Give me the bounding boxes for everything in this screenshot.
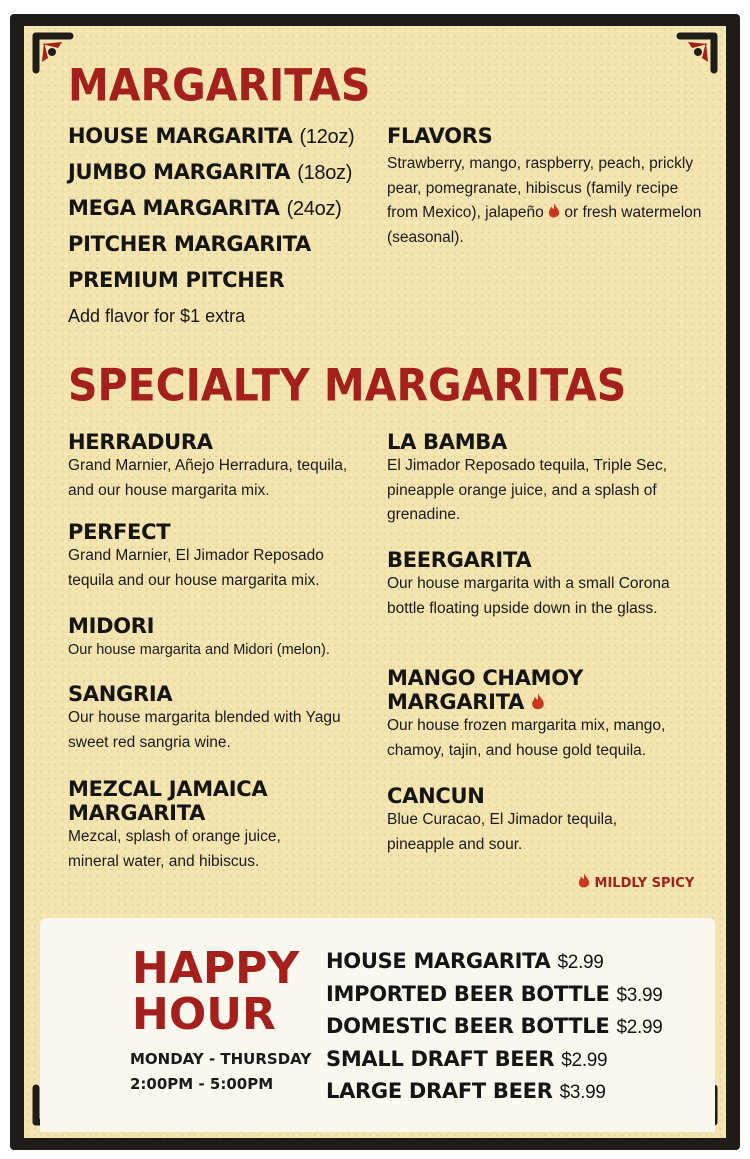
size-item: PREMIUM PITCHER (68, 268, 285, 292)
item-description: Our house frozen margarita mix, mango, chamoy, tajin, and house gold tequila. (387, 717, 666, 759)
item-name: CANCUN (387, 784, 485, 808)
flame-icon (548, 203, 560, 219)
menu-item (68, 520, 373, 614)
menu-item (68, 614, 373, 682)
corner-ornament-icon (674, 30, 720, 76)
happy-hour-item: LARGE DRAFT BEER $3.99 (326, 1079, 606, 1103)
flavors-text: Strawberry, mango, raspberry, peach, prickly pear, pomegranate, hibiscus (family recipe from Mexico), jalapeño or fresh watermelon (seasonal). (387, 155, 702, 246)
item-name: LA BAMBA (387, 430, 507, 454)
specialty-left-column (68, 430, 373, 874)
flame-icon (531, 693, 545, 711)
item-description: Our house margarita and Midori (melon). (68, 642, 330, 659)
size-item: HOUSE MARGARITA (12oz) (68, 124, 355, 148)
item-description: Mezcal, splash of orange juice, mineral water, and hibiscus. (68, 828, 281, 870)
menu-item (387, 430, 697, 548)
menu-item (68, 777, 373, 874)
item-name: BEERGARITA (387, 548, 532, 572)
flavors-block (387, 124, 707, 250)
item-description: Our house margarita blended with Yagu sweet red sangria wine. (68, 709, 341, 751)
happy-hour-item: DOMESTIC BEER BOTTLE $2.99 (326, 1014, 663, 1038)
size-item: JUMBO MARGARITA (18oz) (68, 160, 353, 184)
menu-item (68, 682, 373, 777)
flame-icon (578, 873, 590, 889)
margarita-sizes (68, 124, 388, 327)
item-name: HERRADURA (68, 430, 213, 454)
happy-hour-item: IMPORTED BEER BOTTLE $3.99 (326, 981, 663, 1006)
happy-hour-schedule: MONDAY - THURSDAY 2:00PM - 5:00PM (130, 1050, 312, 1093)
item-description: Blue Curacao, El Jimador tequila, pineapple and sour. (387, 811, 618, 853)
happy-hour-list (326, 946, 663, 1109)
happy-hour-item: HOUSE MARGARITA $2.99 (326, 949, 604, 973)
item-name: MEZCAL JAMAICA MARGARITA (68, 777, 268, 826)
item-name: MIDORI (68, 614, 155, 638)
margaritas-heading: MARGARITAS (68, 59, 371, 112)
item-description: Our house margarita with a small Corona bottle floating upside down in the glass. (387, 575, 670, 617)
happy-hour-title: HAPPY HOUR (132, 943, 300, 1040)
item-description: Grand Marnier, Añejo Herradura, tequila, and our house margarita mix. (68, 457, 348, 499)
item-name: SANGRIA (68, 682, 173, 706)
item-description: El Jimador Reposado tequila, Triple Sec, pineapple orange juice, and a splash of grenadine. (387, 457, 668, 524)
item-name: PERFECT (68, 520, 171, 544)
happy-hour-item: SMALL DRAFT BEER $2.99 (326, 1046, 608, 1071)
size-item: MEGA MARGARITA (24oz) (68, 196, 342, 220)
flavor-note: Add flavor for $1 extra (68, 306, 246, 326)
item-name: MANGO CHAMOY MARGARITA (387, 666, 583, 715)
menu-item (68, 430, 373, 520)
specialty-right-column (387, 430, 697, 857)
flavors-title: FLAVORS (387, 124, 493, 148)
specialty-heading: SPECIALTY MARGARITAS (68, 359, 627, 412)
menu-item (387, 666, 697, 784)
menu-item (387, 784, 697, 857)
item-description: Grand Marnier, El Jimador Reposado tequila and our house margarita mix. (68, 547, 324, 589)
size-item: PITCHER MARGARITA (68, 232, 311, 256)
spicy-legend: MILDLY SPICY (578, 873, 694, 891)
menu-item (387, 548, 697, 666)
